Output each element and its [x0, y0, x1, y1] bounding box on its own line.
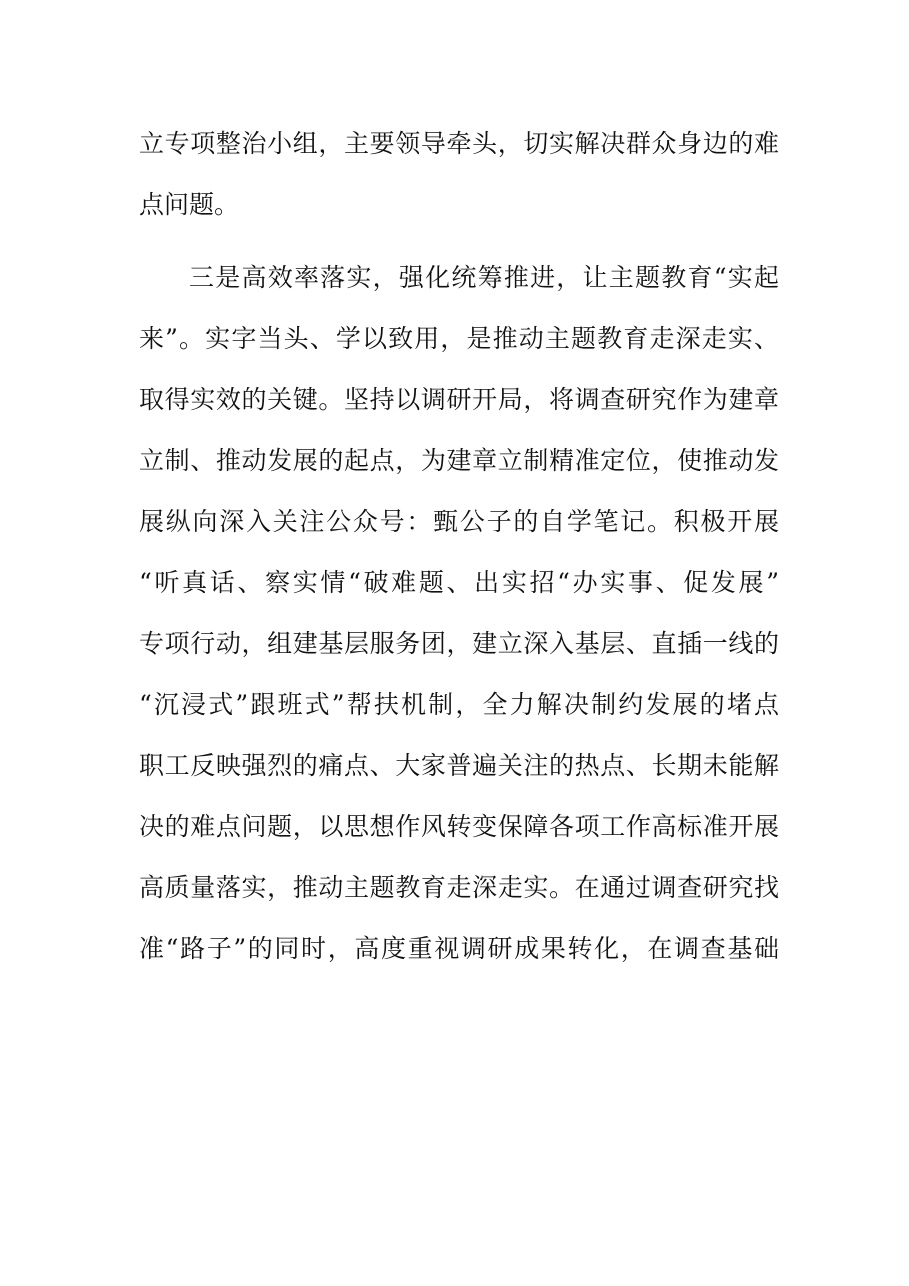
text-line: “沉浸式”跟班式”帮扶机制，全力解决制约发展的堵点: [139, 690, 779, 719]
text-line: 职工反映强烈的痛点、大家普遍关注的热点、长期未能解: [139, 751, 779, 780]
text-line: 决的难点问题，以思想作风转变保障各项工作高标准开展: [139, 812, 779, 841]
paragraph-gap: [139, 246, 779, 258]
document-body: [139, 124, 779, 990]
text-line: 准“路子”的同时，高度重视调研成果转化，在调查基础: [139, 934, 779, 963]
text-line: 三是高效率落实，强化统筹推进，让主题教育“实起: [189, 263, 779, 292]
text-line: 取得实效的关键。坚持以调研开局，将调查研究作为建章: [139, 385, 779, 414]
text-line: 高质量落实，推动主题教育走深走实。在通过调查研究找: [139, 873, 779, 902]
text-line: “听真话、察实情“破难题、出实招“办实事、促发展”: [139, 568, 779, 597]
text-line: 来”。实字当头、学以致用，是推动主题教育走深走实、: [139, 324, 779, 353]
text-line: 点问题。: [139, 190, 240, 219]
text-line: 立专项整治小组，主要领导牵头，切实解决群众身边的难: [139, 129, 779, 158]
text-line: 专项行动，组建基层服务团，建立深入基层、直插一线的: [139, 629, 779, 658]
text-line: 展纵向深入关注公众号：甄公子的自学笔记。积极开展: [139, 507, 779, 536]
text-line: 立制、推动发展的起点，为建章立制精准定位，使推动发: [139, 446, 779, 475]
